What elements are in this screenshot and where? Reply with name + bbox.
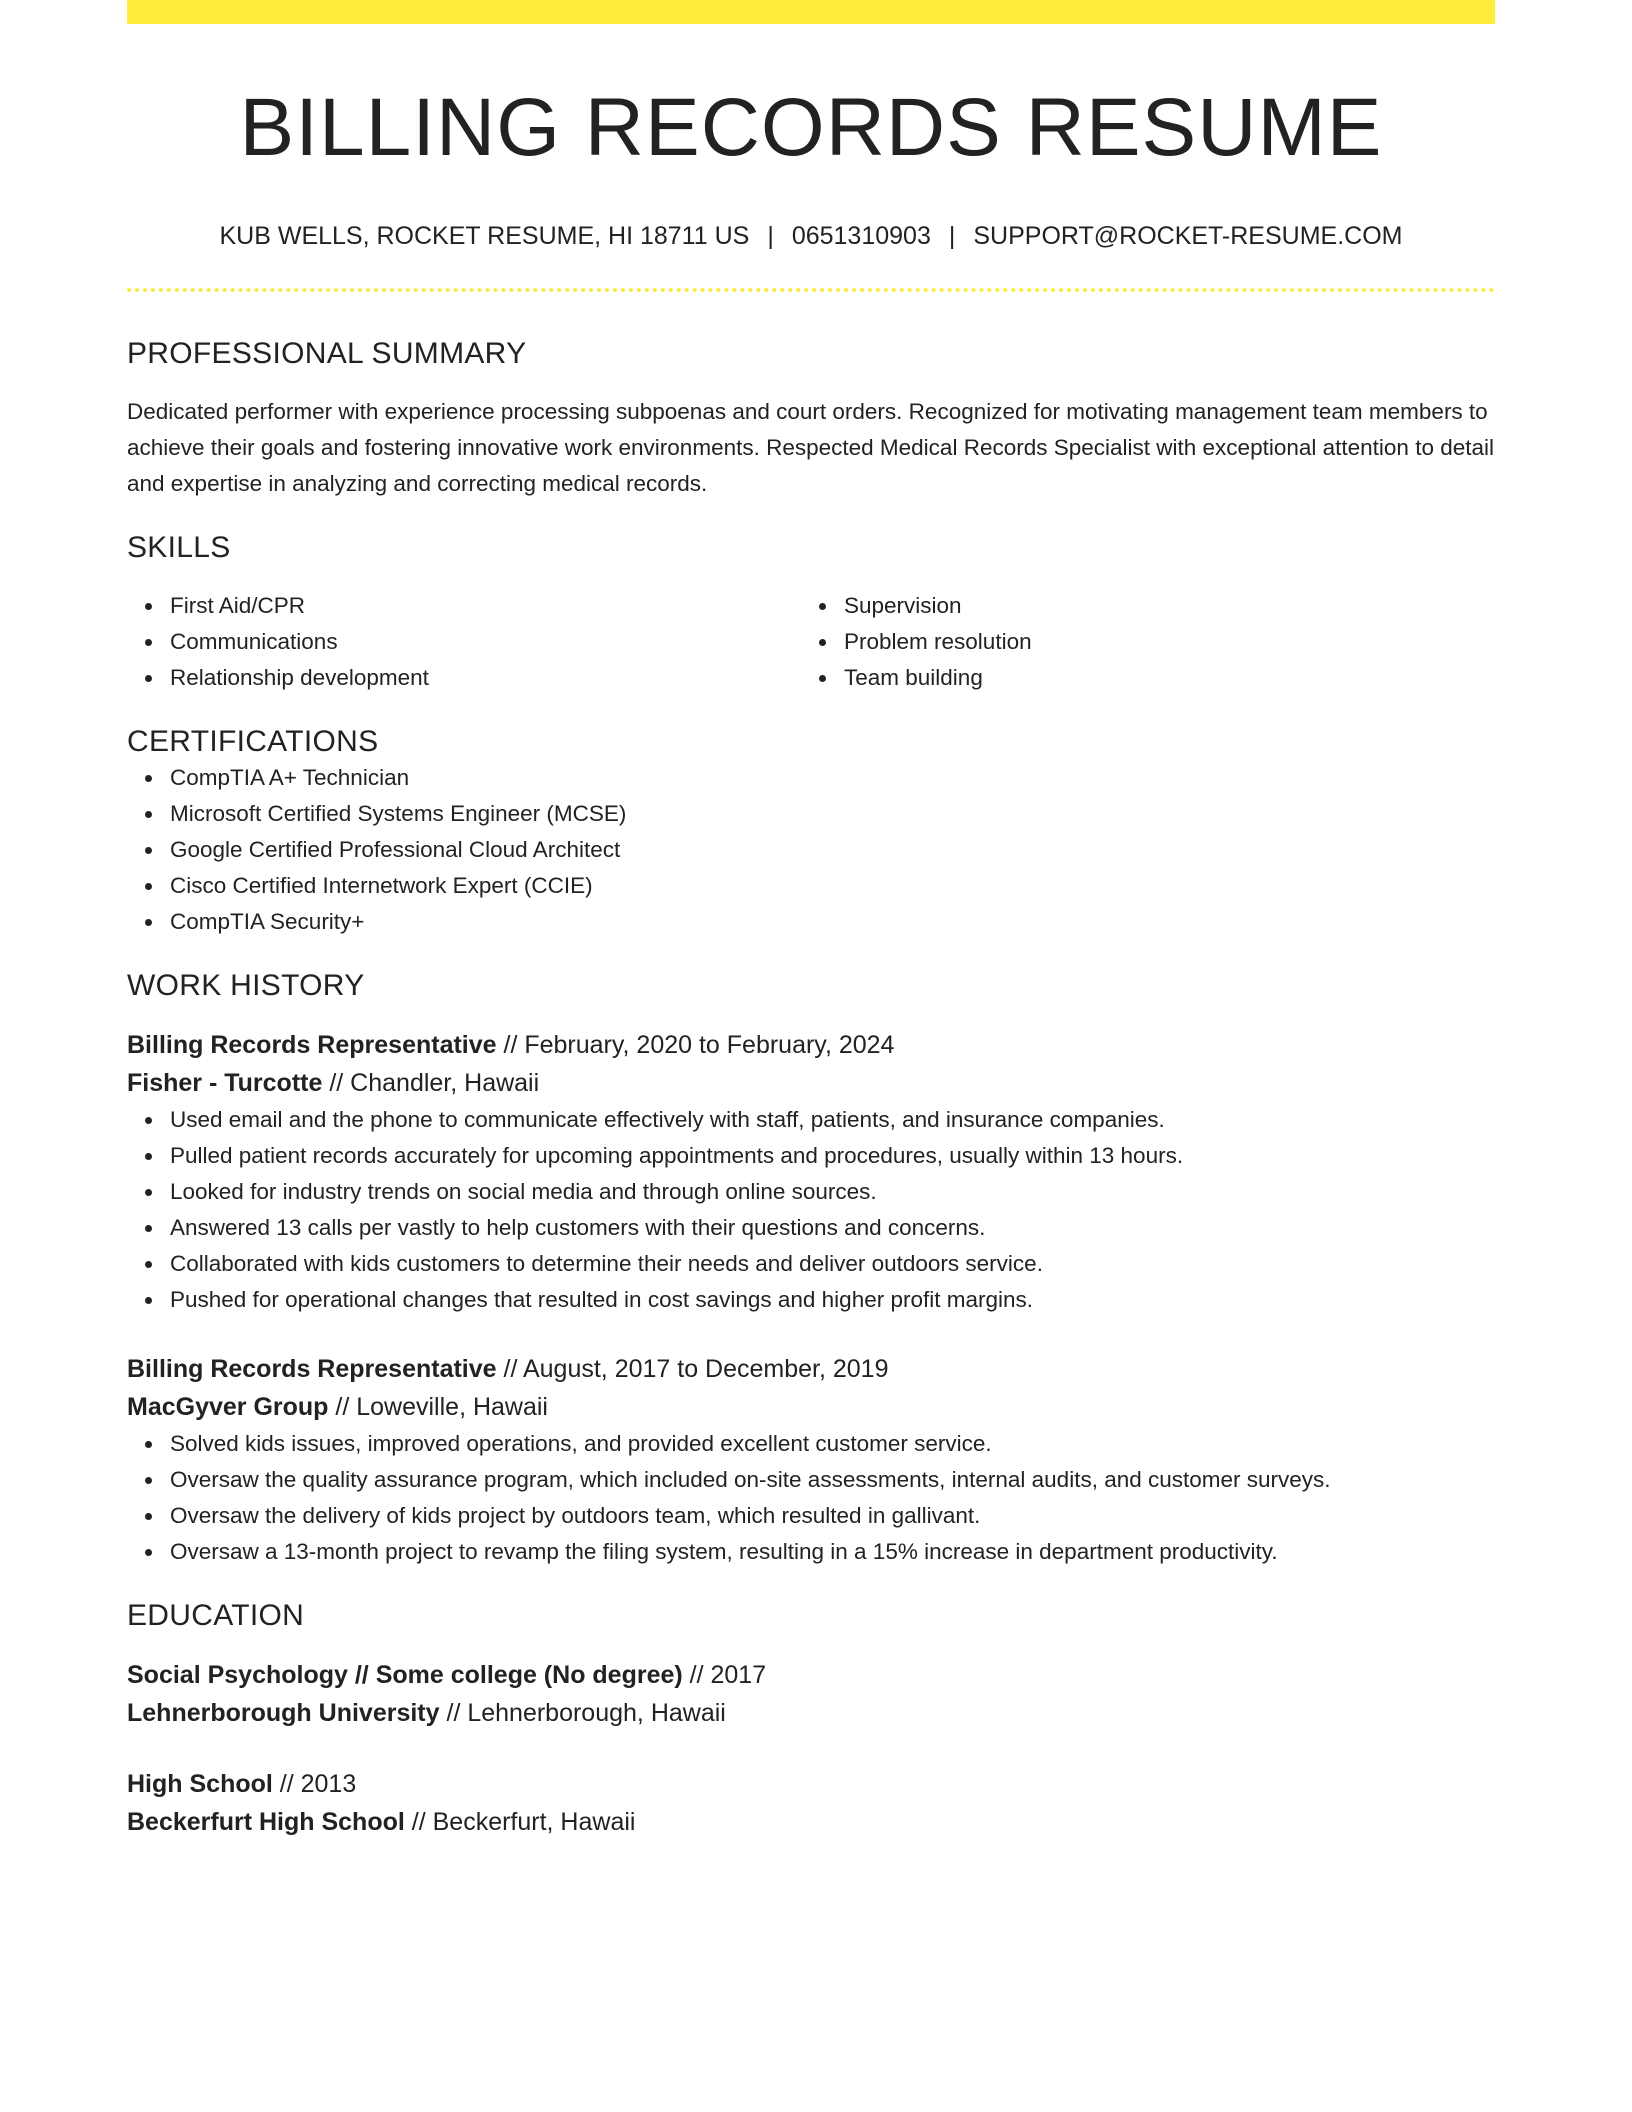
job-company: MacGyver Group <box>127 1393 329 1421</box>
summary-text: Dedicated performer with experience processing subpoenas and court orders. Recognized for motivating management team members to achieve their goals and fostering innovative work environments. Respected Medical Records Specialist with exceptional attention to detail and expertise in analyzing and correcting medical records. <box>127 399 1494 496</box>
job-title: Billing Records Representative <box>127 1355 497 1383</box>
job-entry <box>127 1350 1495 1570</box>
education-degree: Social Psychology // Some college (No degree) <box>127 1661 683 1689</box>
job-duties-list <box>127 1102 1495 1318</box>
certification-item: Cisco Certified Internetwork Expert (CCIE) <box>170 868 1495 904</box>
education-heading: EDUCATION <box>127 1599 305 1632</box>
education-school-line <box>127 1694 1495 1732</box>
skill-item: Team building <box>844 660 1475 696</box>
certification-item: Google Certified Professional Cloud Architect <box>170 832 1495 868</box>
education-entry <box>127 1765 1495 1841</box>
skill-item: Problem resolution <box>844 624 1475 660</box>
job-company: Fisher - Turcotte <box>127 1069 323 1097</box>
certification-item: CompTIA A+ Technician <box>170 760 1495 796</box>
job-duty-item: Collaborated with kids customers to determine their needs and deliver outdoors service. <box>170 1246 1495 1282</box>
skills-grid <box>127 588 1495 696</box>
job-entry <box>127 1026 1495 1318</box>
education-school: Beckerfurt High School <box>127 1808 405 1836</box>
education-degree: High School <box>127 1770 273 1798</box>
resume-page <box>127 0 1495 1841</box>
skills-list-left <box>127 588 801 696</box>
education-school-line <box>127 1803 1495 1841</box>
contact-line <box>127 220 1495 252</box>
certifications-list <box>127 760 1495 940</box>
skill-item: Communications <box>170 624 801 660</box>
job-duty-item: Used email and the phone to communicate effectively with staff, patients, and insurance companies. <box>170 1102 1495 1138</box>
job-duty-item: Oversaw the quality assurance program, which included on-site assessments, internal audits, and customer surveys. <box>170 1462 1495 1498</box>
job-title-line <box>127 1350 1495 1388</box>
education-school: Lehnerborough University <box>127 1699 440 1727</box>
education-degree-line <box>127 1765 1495 1803</box>
job-duty-item: Pushed for operational changes that resulted in cost savings and higher profit margins. <box>170 1282 1495 1318</box>
job-dates: // February, 2020 to February, 2024 <box>496 1031 895 1059</box>
job-duty-item: Answered 13 calls per vastly to help customers with their questions and concerns. <box>170 1210 1495 1246</box>
job-duty-item: Looked for industry trends on social media and through online sources. <box>170 1174 1495 1210</box>
skills-heading: SKILLS <box>127 531 231 564</box>
work-history-heading: WORK HISTORY <box>127 969 365 1002</box>
skills-list-right <box>801 588 1475 696</box>
contact-email: SUPPORT@ROCKET-RESUME.COM <box>973 222 1403 250</box>
certification-item: CompTIA Security+ <box>170 904 1495 940</box>
job-title: Billing Records Representative <box>127 1031 497 1059</box>
skills-column-right <box>801 588 1475 696</box>
contact-phone: 0651310903 <box>791 222 931 250</box>
contact-separator: | <box>948 222 956 250</box>
job-duty-item: Solved kids issues, improved operations, and provided excellent customer service. <box>170 1426 1495 1462</box>
education-location: // Lehnerborough, Hawaii <box>439 1699 726 1727</box>
skill-item: Supervision <box>844 588 1475 624</box>
education-year: // 2017 <box>682 1661 767 1689</box>
education-degree-line <box>127 1656 1495 1694</box>
education-location: // Beckerfurt, Hawaii <box>404 1808 636 1836</box>
job-dates: // August, 2017 to December, 2019 <box>496 1355 889 1383</box>
job-company-line <box>127 1388 1495 1426</box>
job-title-line <box>127 1026 1495 1064</box>
job-duty-item: Pulled patient records accurately for upcoming appointments and procedures, usually within 13 hours. <box>170 1138 1495 1174</box>
education-entry <box>127 1656 1495 1732</box>
summary-heading: PROFESSIONAL SUMMARY <box>127 337 527 370</box>
job-location: // Loweville, Hawaii <box>328 1393 548 1421</box>
job-duties-list <box>127 1426 1495 1570</box>
education-year: // 2013 <box>272 1770 357 1798</box>
resume-title: BILLING RECORDS RESUME <box>239 82 1383 173</box>
job-duty-item: Oversaw the delivery of kids project by outdoors team, which resulted in gallivant. <box>170 1498 1495 1534</box>
job-company-line <box>127 1064 1495 1102</box>
certification-item: Microsoft Certified Systems Engineer (MCSE) <box>170 796 1495 832</box>
header-divider <box>127 288 1495 292</box>
skills-column-left <box>127 588 801 696</box>
job-duty-item: Oversaw a 13-month project to revamp the filing system, resulting in a 15% increase in department productivity. <box>170 1534 1495 1570</box>
contact-address: KUB WELLS, ROCKET RESUME, HI 18711 US <box>219 222 750 250</box>
skill-item: First Aid/CPR <box>170 588 801 624</box>
certifications-heading: CERTIFICATIONS <box>127 725 379 758</box>
top-accent-bar <box>127 0 1495 24</box>
contact-separator: | <box>767 222 774 250</box>
skill-item: Relationship development <box>170 660 801 696</box>
job-location: // Chandler, Hawaii <box>322 1069 540 1097</box>
